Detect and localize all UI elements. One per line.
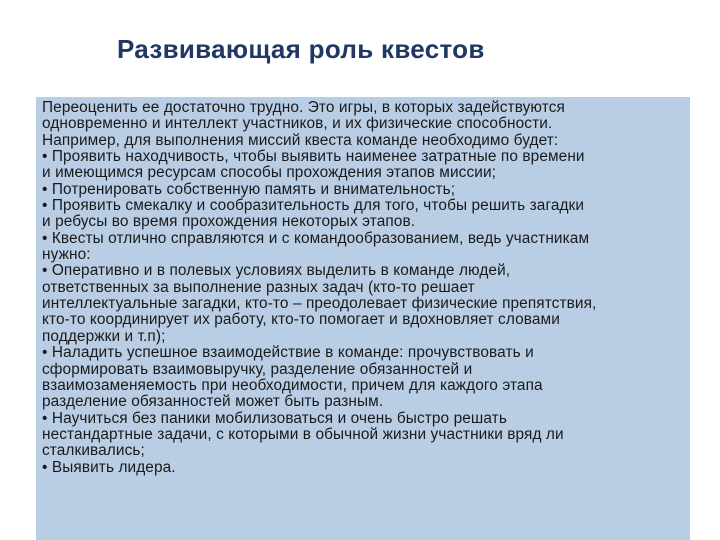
- bullet-line: • Проявить находчивость, чтобы выявить наименее затратные по времени: [42, 148, 585, 166]
- bullet-line: • Проявить смекалку и сообразительность для того, чтобы решить загадки: [42, 197, 585, 215]
- text-line: взаимозаменяемость при необходимости, причем для каждого этапа: [42, 376, 543, 394]
- text-line: одновременно и интеллект участников, и их физические способности.: [42, 115, 553, 133]
- text-line: Например, для выполнения миссий квеста команде необходимо будет:: [42, 131, 559, 149]
- text-line: нужно:: [42, 246, 91, 264]
- bullet-line: • Квесты отлично справляются и с командообразованием, ведь участникам: [42, 229, 590, 247]
- text-line: ответственных за выполнение разных задач (кто-то решает: [42, 278, 475, 296]
- text-line: кто-то координирует их работу, кто-то помогает и вдохновляет словами: [42, 311, 560, 329]
- text-line: и имеющимся ресурсам способы прохождения этапов миссии;: [42, 164, 497, 182]
- bullet-line: • Наладить успешное взаимодействие в команде: прочувствовать и: [42, 344, 534, 362]
- text-line: сталкивались;: [42, 442, 145, 460]
- slide-title: Развивающая роль квестов: [117, 34, 485, 64]
- bullet-line: • Научиться без паники мобилизоваться и очень быстро решать: [42, 409, 507, 427]
- text-line: Переоценить ее достаточно трудно. Это игры, в которых задействуются: [42, 99, 565, 116]
- text-line: и ребусы во время прохождения некоторых этапов.: [42, 213, 416, 231]
- text-line: интеллектуальные загадки, кто-то – преодолевает физические препятствия,: [42, 295, 597, 313]
- bullet-line: • Выявить лидера.: [42, 458, 176, 476]
- content-text-box: [36, 97, 692, 540]
- text-line: поддержки и т.п);: [42, 327, 166, 345]
- bullet-line: • Оперативно и в полевых условиях выделить в команде людей,: [42, 262, 511, 280]
- text-line: нестандартные задачи, с которыми в обычной жизни участники вряд ли: [42, 425, 564, 443]
- text-line: сформировать взаимовыручку, разделение обязанностей и: [42, 360, 473, 378]
- text-line: разделение обязанностей может быть разным.: [42, 393, 384, 411]
- bullet-line: • Потренировать собственную память и внимательность;: [42, 180, 456, 198]
